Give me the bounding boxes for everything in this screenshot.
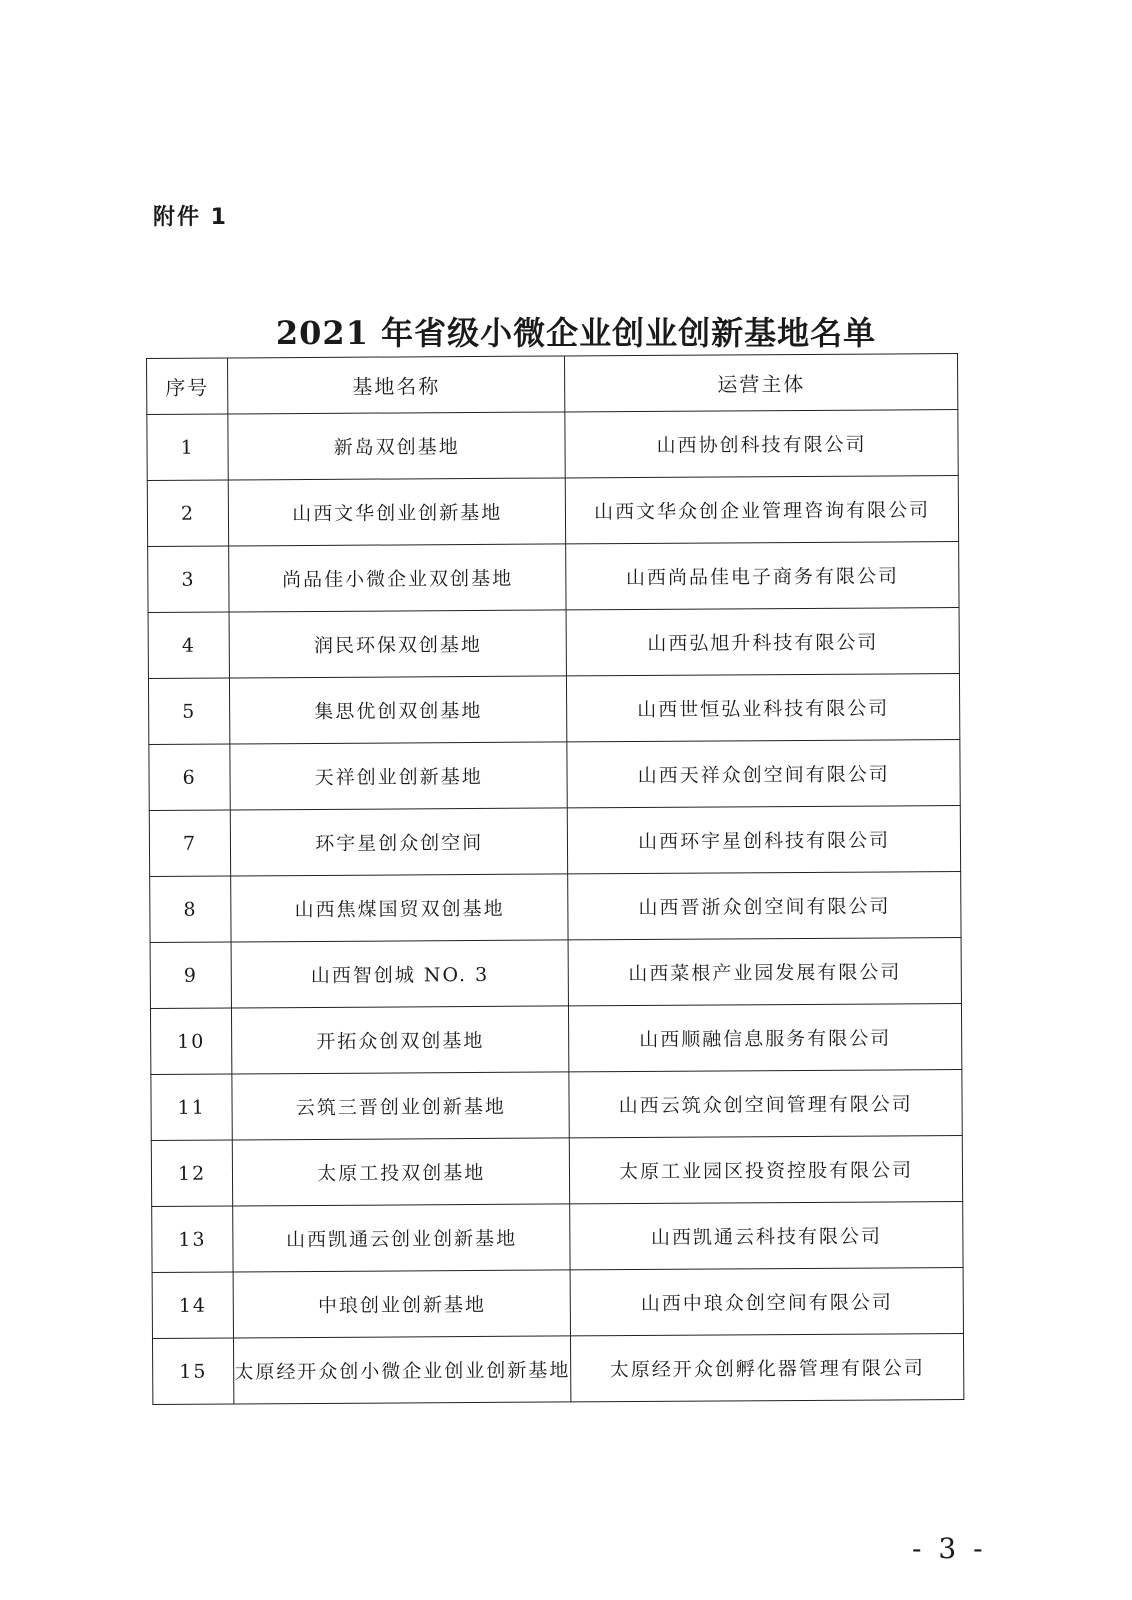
row-base-name: 山西智创城 NO. 3 [231,940,568,1008]
row-number: 10 [150,1008,232,1074]
base-roster-table [146,353,964,1405]
row-number: 1 [147,414,229,480]
header-base-name: 基地名称 [228,356,565,414]
page-number: - 3 - [912,1532,987,1565]
row-operator: 山西凯通云科技有限公司 [570,1202,963,1270]
row-number: 4 [148,612,230,678]
row-operator: 山西顺融信息服务有限公司 [569,1004,962,1072]
attachment-label: 附件 1 [153,205,228,230]
row-operator: 山西世恒弘业科技有限公司 [567,674,960,742]
table-row [151,1070,962,1141]
table-row [152,1202,963,1273]
row-base-name: 太原经开众创小微企业创业创新基地 [234,1336,571,1404]
row-base-name: 山西文华创业创新基地 [228,478,565,546]
row-operator: 山西中琅众创空间有限公司 [570,1268,963,1336]
table-row [152,1334,963,1405]
row-operator: 太原工业园区投资控股有限公司 [569,1136,962,1204]
row-operator: 山西文华众创企业管理咨询有限公司 [565,476,958,544]
row-operator: 山西尚品佳电子商务有限公司 [566,542,959,610]
table-row [149,806,960,877]
row-operator: 山西天祥众创空间有限公司 [567,740,960,808]
table-row [151,1136,962,1207]
row-number: 2 [147,480,229,546]
row-number: 6 [149,744,231,810]
row-base-name: 环宇星创众创空间 [230,808,567,876]
row-operator: 山西晋浙众创空间有限公司 [568,872,961,940]
row-operator: 山西协创科技有限公司 [565,410,958,478]
header-number: 序号 [147,358,229,414]
row-base-name: 润民环保双创基地 [229,610,566,678]
table-row [152,1268,963,1339]
row-base-name: 山西凯通云创业创新基地 [233,1204,570,1272]
document-title: 2021 年省级小微企业创业创新基地名单 [275,314,877,352]
row-number: 12 [151,1140,233,1206]
row-base-name: 山西焦煤国贸双创基地 [231,874,568,942]
row-number: 9 [150,942,232,1008]
table-header-row [147,354,958,415]
row-number: 14 [152,1272,234,1338]
header-operator: 运营主体 [565,354,958,412]
row-base-name: 云筑三晋创业创新基地 [232,1072,569,1140]
row-base-name: 太原工投双创基地 [232,1138,569,1206]
row-base-name: 新岛双创基地 [228,412,565,480]
table-row [147,476,958,547]
row-operator: 山西环宇星创科技有限公司 [567,806,960,874]
row-base-name: 尚品佳小微企业双创基地 [229,544,566,612]
row-operator: 山西云筑众创空间管理有限公司 [569,1070,962,1138]
row-number: 8 [150,876,232,942]
table-row [147,410,958,481]
row-number: 15 [152,1338,234,1404]
row-base-name: 中琅创业创新基地 [233,1270,570,1338]
row-number: 5 [148,678,230,744]
row-base-name: 天祥创业创新基地 [230,742,567,810]
table-row [149,740,960,811]
row-operator: 山西弘旭升科技有限公司 [566,608,959,676]
row-operator: 山西菜根产业园发展有限公司 [568,938,961,1006]
row-base-name: 集思优创双创基地 [230,676,567,744]
row-number: 11 [151,1074,233,1140]
table-row [148,542,959,613]
row-operator: 太原经开众创孵化器管理有限公司 [571,1334,964,1402]
row-number: 13 [152,1206,234,1272]
table-row [150,938,961,1009]
row-number: 7 [149,810,231,876]
row-number: 3 [148,546,230,612]
table-row [148,674,959,745]
table-row [150,1004,961,1075]
table-row [148,608,959,679]
row-base-name: 开拓众创双创基地 [232,1006,569,1074]
table-row [150,872,961,943]
